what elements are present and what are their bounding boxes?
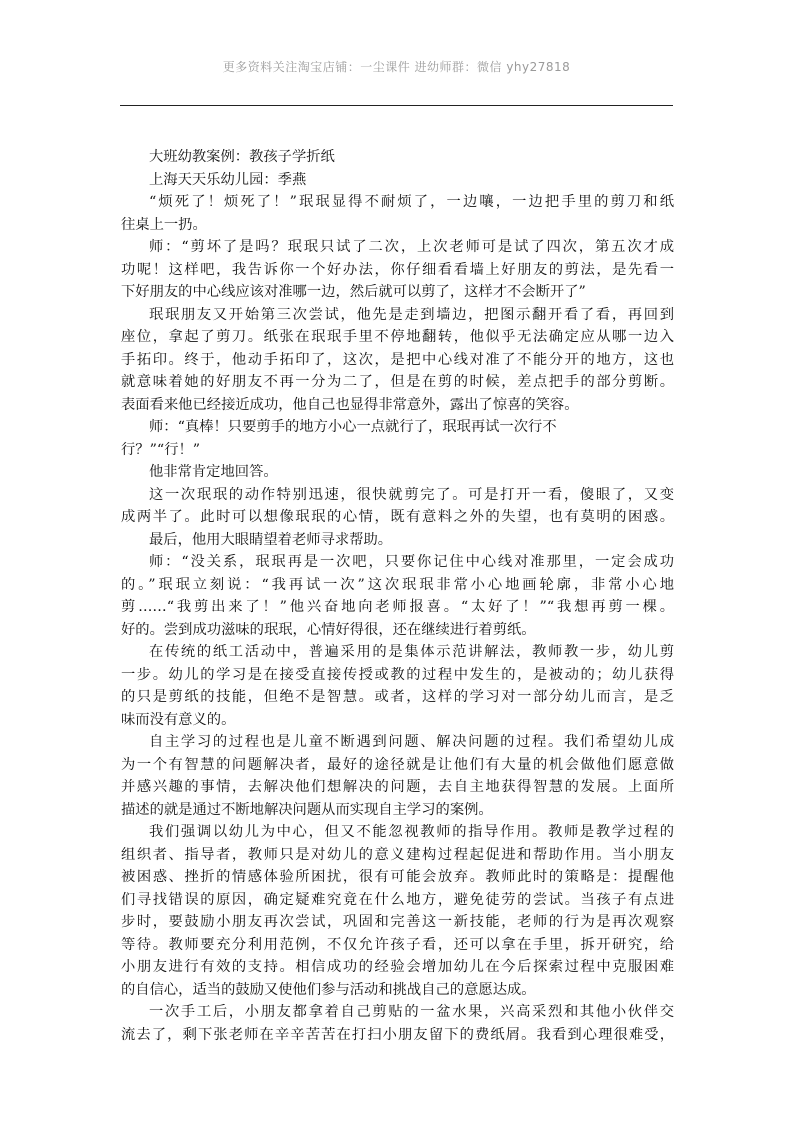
text-line: 下好朋友的中心线应该对准哪一边，然后就可以剪了，这样才不会断开了” [121, 284, 586, 300]
text-line: 最后，他用大眼睛望着老师寻求帮助。 [149, 531, 393, 548]
text-line: 被困惑、挫折的情感体验所困扰，很有可能会放弃。教师此时的策略是：提醒他 [121, 869, 674, 885]
text-line: 为一个有智慧的问题解决者，最好的途径就是让他们有大量的机会做他们愿意做 [121, 756, 674, 773]
text-line: 师：“剪坏了是吗？珉珉只试了二次，上次老师可是试了四次，第五次才成 [149, 239, 674, 255]
text-line: “烦死了！烦死了！”珉珉显得不耐烦了，一边嚷，一边把手里的剪刀和纸 [149, 194, 674, 210]
text-line: 上海天天乐幼儿园：季燕 [149, 171, 307, 188]
text-line: 好的。尝到成功滋味的珉珉，心情好得很，还在继续进行着剪纸。 [121, 621, 536, 638]
text-line: 成两半了。此时可以想像珉珉的心情，既有意料之外的失望，也有莫明的困惑。 [121, 509, 674, 525]
text-line: 这一次珉珉的动作特别迅速，很快就剪完了。可是打开一看，傻眼了，又变 [149, 486, 674, 503]
text-line: 表面看来他已经接近成功，他自己也显得非常意外，露出了惊喜的笑容。 [121, 396, 579, 413]
text-line: 一步。幼儿的学习是在接受直接传授或教的过程中发生的，是被动的；幼儿获得 [121, 666, 674, 683]
text-line: 小朋友进行有效的支持。相信成功的经验会增加幼儿在今后探索过程中克服困难 [121, 959, 674, 975]
text-line: 味而没有意义的。 [121, 711, 236, 728]
text-line: 功呢！这样吧，我告诉你一个好办法，你仔细看看墙上好朋友的剪法，是先看一 [121, 261, 674, 278]
text-line: 我们强调以幼儿为中心，但又不能忽视教师的指导作用。教师是教学过程的 [149, 824, 674, 840]
text-line: 的自信心，适当的鼓励又使他们参与活动和挑战自己的意愿达成。 [121, 981, 536, 998]
article-body [121, 146, 674, 1046]
header-rule [120, 105, 673, 106]
text-line: 一次手工后，小朋友都拿着自己剪贴的一盆水果，兴高采烈和其他小伙伴交 [149, 1004, 674, 1020]
text-line: 他非常肯定地回答。 [149, 464, 278, 480]
text-line: 师：“真棒！只要剪手的地方小心一点就行了，珉珉再试一次行不 [149, 419, 557, 435]
text-line: 剪……“我剪出来了！”他兴奋地向老师报喜。“太好了！”“我想再剪一棵。 [121, 599, 674, 615]
text-line: 行？”“行！” [121, 441, 201, 458]
text-line: 手拓印。终于，他动手拓印了，这次，是把中心线对准了不能分开的地方，这也 [121, 351, 674, 368]
text-line: 师：“没关系，珉珉再是一次吧，只要你记住中心线对准那里，一定会成功 [149, 554, 674, 570]
text-line: 等待。教师要充分利用范例，不仅允许孩子看，还可以拿在手里，拆开研究，给 [121, 936, 674, 953]
text-line: 们寻找错误的原因，确定疑难究竟在什么地方，避免徒劳的尝试。当孩子有点进 [121, 891, 674, 908]
text-line: 并感兴趣的事情，去解决他们想解决的问题，去自主地获得智慧的发展。上面所 [121, 779, 674, 795]
text-line: 流去了，剩下张老师在辛辛苦苦在打扫小朋友留下的费纸屑。我看到心理很难受， [121, 1026, 674, 1043]
text-line: 珉珉朋友又开始第三次尝试，他先是走到墙边，把图示翻开看了看，再回到 [149, 306, 674, 323]
text-line: 座位，拿起了剪刀。纸张在珉珉手里不停地翻转，他似乎无法确定应从哪一边入 [121, 329, 674, 345]
text-line: 的只是剪纸的技能，但绝不是智慧。或者，这样的学习对一部分幼儿而言，是乏 [121, 689, 674, 705]
text-line: 往桌上一扔。 [121, 216, 207, 233]
text-line: 在传统的纸工活动中，普遍采用的是集体示范讲解法，教师教一步，幼儿剪 [149, 644, 674, 660]
text-line: 大班幼教案例：教孩子学折纸 [149, 149, 335, 165]
text-line: 组织者、指导者，教师只是对幼儿的意义建构过程起促进和帮助作用。当小朋友 [121, 846, 674, 863]
text-line: 的。”珉珉立刻说：“我再试一次”这次珉珉非常小心地画轮廓，非常小心地 [121, 576, 674, 593]
text-line: 步时，要鼓励小朋友再次尝试，巩固和完善这一新技能，老师的行为是再次观察 [121, 914, 674, 930]
header-note: 更多资料关注淘宝店铺：一尘课件 进幼师群：微信 yhy27818 [222, 60, 571, 74]
text-line: 描述的就是通过不断地解决问题从而实现自主学习的案例。 [121, 801, 493, 818]
text-line: 自主学习的过程也是儿童不断遇到问题、解决问题的过程。我们希望幼儿成 [149, 734, 674, 750]
text-line: 就意味着她的好朋友不再一分为二了，但是在剪的时候，差点把手的部分剪断。 [121, 374, 674, 390]
